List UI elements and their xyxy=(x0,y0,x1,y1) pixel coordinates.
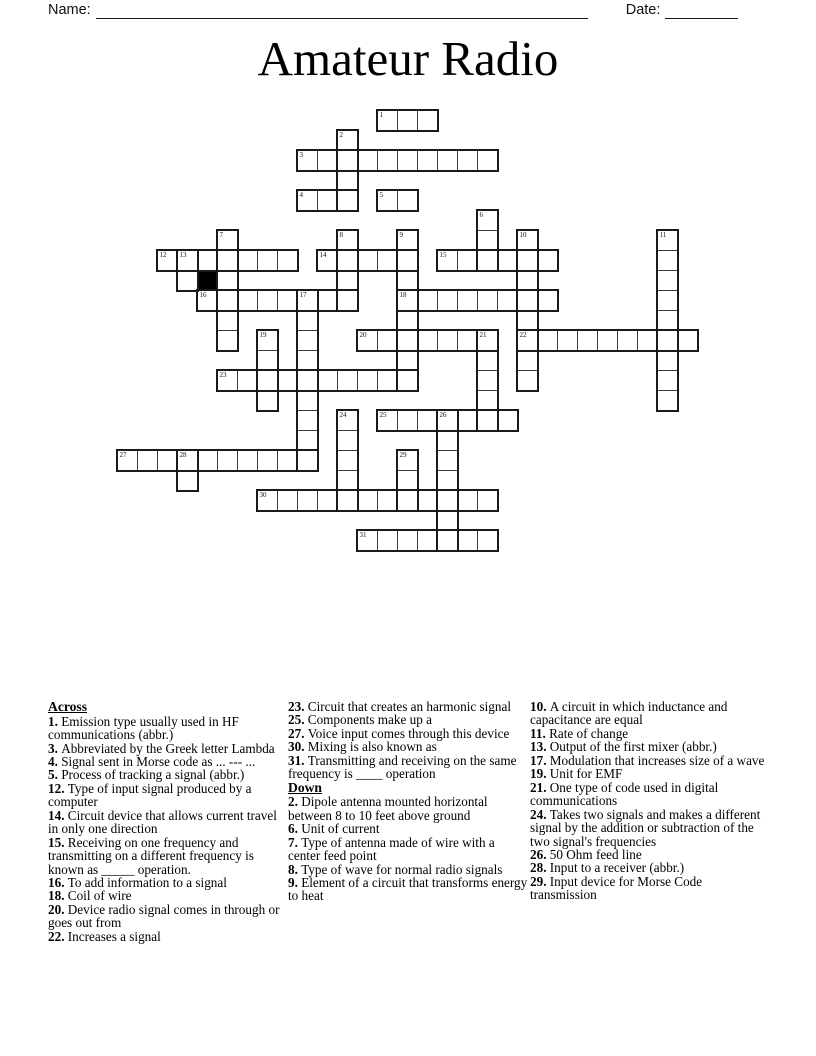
clue-number: 6. xyxy=(288,821,302,837)
grid-cell[interactable] xyxy=(457,410,478,431)
grid-cell[interactable] xyxy=(397,230,418,251)
clue-number: 11. xyxy=(530,725,550,741)
grid-cell[interactable] xyxy=(657,230,678,251)
grid-cell[interactable] xyxy=(337,470,358,491)
grid-cell[interactable] xyxy=(317,490,338,511)
grid-cell[interactable] xyxy=(337,370,358,391)
cell-number-10: 10 xyxy=(519,230,527,239)
grid-cell[interactable] xyxy=(477,370,498,391)
clue-number: 5. xyxy=(48,767,62,783)
grid-cell[interactable] xyxy=(657,390,678,411)
grid-cell[interactable] xyxy=(657,250,678,271)
grid-cell[interactable] xyxy=(297,330,318,351)
grid-cell[interactable] xyxy=(357,530,378,551)
clue-28: 28. Input to a receiver (abbr.) xyxy=(530,860,685,876)
grid-cell[interactable] xyxy=(477,390,498,411)
across-header: Across xyxy=(48,699,88,714)
cell-number-7: 7 xyxy=(219,230,223,239)
clue-number: 23. xyxy=(288,699,308,714)
cell-number-12: 12 xyxy=(159,250,167,259)
grid-cell[interactable] xyxy=(237,290,258,311)
clue-number: 21. xyxy=(530,779,550,795)
cell-number-21: 21 xyxy=(479,330,487,339)
clue-number: 9. xyxy=(288,875,302,891)
grid-cell[interactable] xyxy=(497,290,518,311)
clue-column-1 xyxy=(48,700,288,943)
grid-cell[interactable] xyxy=(657,330,678,351)
grid-cell[interactable] xyxy=(337,170,358,191)
grid-cell[interactable] xyxy=(237,450,258,471)
grid-cell[interactable] xyxy=(437,430,458,451)
grid-cell[interactable] xyxy=(397,490,418,511)
grid-cell[interactable] xyxy=(257,330,278,351)
grid-cell[interactable] xyxy=(297,430,318,451)
clue-24: 24. Takes two signals and makes a different signal by the addition or subtraction of the two signal's frequencies xyxy=(530,806,761,849)
grid-cell[interactable] xyxy=(437,530,458,551)
clue-number: 7. xyxy=(288,834,302,850)
clue-number: 28. xyxy=(530,860,550,876)
clue-number: 30. xyxy=(288,739,308,755)
clue-23: 23. Circuit that creates an harmonic signal xyxy=(288,699,512,714)
name-input-line[interactable] xyxy=(96,3,588,19)
clue-15: 15. Receiving on one frequency and transmitting on a different frequency is known as _____ operation. xyxy=(48,834,254,877)
grid-cell[interactable] xyxy=(557,330,578,351)
grid-cell[interactable] xyxy=(477,230,498,251)
cell-number-24: 24 xyxy=(339,410,347,419)
clue-number: 26. xyxy=(530,846,550,862)
name-date-header xyxy=(48,2,740,19)
grid-cell[interactable] xyxy=(317,370,338,391)
grid-cell[interactable] xyxy=(337,410,358,431)
clue-4: 4. Signal sent in Morse code as ... --- ... xyxy=(48,753,256,769)
cell-number-30: 30 xyxy=(259,490,267,499)
grid-cell[interactable] xyxy=(297,390,318,411)
grid-cell[interactable] xyxy=(337,450,358,471)
grid-cell[interactable] xyxy=(397,310,418,331)
grid-cell[interactable] xyxy=(537,290,558,311)
clues-section xyxy=(0,700,816,1000)
grid-cell[interactable] xyxy=(397,410,418,431)
clue-column-2 xyxy=(288,700,528,903)
cell-number-26: 26 xyxy=(439,410,447,419)
clue-number: 8. xyxy=(288,861,302,877)
grid-cell[interactable] xyxy=(537,330,558,351)
grid-cell[interactable] xyxy=(477,330,498,351)
grid-cell[interactable] xyxy=(297,450,318,471)
grid-cell[interactable] xyxy=(197,250,218,271)
grid-cell[interactable] xyxy=(237,370,258,391)
clue-number: 24. xyxy=(530,806,550,822)
cell-number-17: 17 xyxy=(299,290,307,299)
grid-cell[interactable] xyxy=(177,250,198,271)
grid-cell[interactable] xyxy=(397,270,418,291)
grid-cell[interactable] xyxy=(517,330,538,351)
grid-cell[interactable] xyxy=(437,470,458,491)
grid-cell[interactable] xyxy=(657,350,678,371)
grid-cell[interactable] xyxy=(297,410,318,431)
grid-cell[interactable] xyxy=(257,350,278,371)
grid-cell[interactable] xyxy=(437,330,458,351)
grid-cell[interactable] xyxy=(517,250,538,271)
grid-cell[interactable] xyxy=(377,530,398,551)
clue-number: 1. xyxy=(48,713,62,729)
grid-cell[interactable] xyxy=(257,490,278,511)
clue-25: 25. Components make up a xyxy=(288,712,432,728)
cell-number-3: 3 xyxy=(299,150,303,159)
grid-cell[interactable] xyxy=(317,250,338,271)
grid-cell[interactable] xyxy=(137,450,158,471)
grid-cell[interactable] xyxy=(497,410,518,431)
clue-number: 27. xyxy=(288,725,308,741)
grid-cell[interactable] xyxy=(297,490,318,511)
grid-cell[interactable] xyxy=(317,190,338,211)
grid-cell[interactable] xyxy=(277,450,298,471)
grid-cell[interactable] xyxy=(597,330,618,351)
grid-cell[interactable] xyxy=(517,350,538,371)
date-label: Date: xyxy=(625,2,661,18)
grid-cell[interactable] xyxy=(437,290,458,311)
clue-number: 29. xyxy=(530,873,550,889)
grid-cell[interactable] xyxy=(177,470,198,491)
cell-number-8: 8 xyxy=(339,230,343,239)
grid-cell[interactable] xyxy=(477,210,498,231)
clue-number: 19. xyxy=(530,766,550,782)
grid-cell[interactable] xyxy=(217,370,238,391)
puzzle-title: Amateur Radio xyxy=(257,31,559,86)
cell-number-11: 11 xyxy=(659,230,667,239)
clue-12: 12. Type of input signal produced by a computer xyxy=(48,780,252,810)
clue-13: 13. Output of the first mixer (abbr.) xyxy=(530,739,717,755)
grid-cell[interactable] xyxy=(537,250,558,271)
clue-5: 5. Process of tracking a signal (abbr.) xyxy=(48,767,245,783)
grid-cell[interactable] xyxy=(477,250,498,271)
grid-cell[interactable] xyxy=(437,510,458,531)
cell-number-2: 2 xyxy=(339,130,343,139)
date-input-line[interactable] xyxy=(665,3,738,19)
grid-cell[interactable] xyxy=(437,250,458,271)
black-cell xyxy=(197,270,218,291)
grid-cell[interactable] xyxy=(417,410,438,431)
clue-3: 3. Abbreviated by the Greek letter Lambda xyxy=(48,740,275,756)
grid-cell[interactable] xyxy=(217,450,238,471)
cell-number-5: 5 xyxy=(379,190,383,199)
grid-cell[interactable] xyxy=(377,190,398,211)
grid-cell[interactable] xyxy=(157,250,178,271)
grid-cell[interactable] xyxy=(337,490,358,511)
clue-column-3 xyxy=(530,700,770,902)
grid-cell[interactable] xyxy=(397,350,418,371)
clue-number: 14. xyxy=(48,807,68,823)
grid-cell[interactable] xyxy=(477,490,498,511)
grid-cell[interactable] xyxy=(457,530,478,551)
grid-cell[interactable] xyxy=(437,150,458,171)
grid-cell[interactable] xyxy=(217,330,238,351)
cell-number-6: 6 xyxy=(479,210,483,219)
grid-cell[interactable] xyxy=(277,250,298,271)
grid-cell[interactable] xyxy=(397,450,418,471)
clue-number: 10. xyxy=(530,699,550,714)
grid-cell[interactable] xyxy=(497,250,518,271)
grid-cell[interactable] xyxy=(657,310,678,331)
grid-cell[interactable] xyxy=(277,490,298,511)
grid-cell[interactable] xyxy=(177,270,198,291)
grid-cell[interactable] xyxy=(217,250,238,271)
grid-cell[interactable] xyxy=(257,390,278,411)
grid-cell[interactable] xyxy=(477,410,498,431)
grid-cell[interactable] xyxy=(377,250,398,271)
grid-cell[interactable] xyxy=(397,110,418,131)
grid-cell[interactable] xyxy=(657,370,678,391)
grid-cell[interactable] xyxy=(417,290,438,311)
grid-cell[interactable] xyxy=(477,350,498,371)
grid-cell[interactable] xyxy=(317,290,338,311)
clue-number: 2. xyxy=(288,794,302,810)
grid-cell[interactable] xyxy=(657,290,678,311)
clue-7: 7. Type of antenna made of wire with a center feed point xyxy=(288,834,495,864)
cell-number-13: 13 xyxy=(179,250,187,259)
grid-cell[interactable] xyxy=(337,270,358,291)
grid-cell[interactable] xyxy=(417,330,438,351)
cell-number-1: 1 xyxy=(379,110,383,119)
cell-number-9: 9 xyxy=(399,230,403,239)
grid-cell[interactable] xyxy=(397,190,418,211)
grid-cell[interactable] xyxy=(297,150,318,171)
grid-cell[interactable] xyxy=(437,410,458,431)
clue-number: 18. xyxy=(48,888,68,904)
clue-27: 27. Voice input comes through this device xyxy=(288,725,510,741)
cell-number-29: 29 xyxy=(399,450,407,459)
cell-number-4: 4 xyxy=(299,190,303,199)
grid-cell[interactable] xyxy=(157,450,178,471)
grid-cell[interactable] xyxy=(517,230,538,251)
clue-number: 22. xyxy=(48,928,68,944)
cell-number-20: 20 xyxy=(359,330,367,339)
clue-6: 6. Unit of current xyxy=(288,821,380,837)
grid-cell[interactable] xyxy=(397,370,418,391)
grid-cell[interactable] xyxy=(437,450,458,471)
grid-cell[interactable] xyxy=(197,290,218,311)
grid-cell[interactable] xyxy=(217,270,238,291)
grid-cell[interactable] xyxy=(117,450,138,471)
clue-9: 9. Element of a circuit that transforms energy to heat xyxy=(288,875,528,904)
grid-cell[interactable] xyxy=(457,290,478,311)
cell-number-27: 27 xyxy=(119,450,127,459)
grid-cell[interactable] xyxy=(177,450,198,471)
name-label: Name: xyxy=(48,2,91,18)
grid-cell[interactable] xyxy=(657,270,678,291)
grid-cell[interactable] xyxy=(337,230,358,251)
grid-cell[interactable] xyxy=(377,330,398,351)
grid-cell[interactable] xyxy=(357,490,378,511)
grid-cell[interactable] xyxy=(477,290,498,311)
grid-cell[interactable] xyxy=(337,430,358,451)
grid-cell[interactable] xyxy=(377,110,398,131)
grid-cell[interactable] xyxy=(377,490,398,511)
clue-number: 31. xyxy=(288,752,308,768)
clue-number: 4. xyxy=(48,753,62,769)
grid-cell[interactable] xyxy=(277,290,298,311)
cell-number-31: 31 xyxy=(359,530,367,539)
grid-cell[interactable] xyxy=(277,370,298,391)
grid-cell[interactable] xyxy=(297,350,318,371)
clue-31: 31. Transmitting and receiving on the same frequency is ____ operation xyxy=(288,752,517,782)
grid-cell[interactable] xyxy=(477,150,498,171)
grid-cell[interactable] xyxy=(417,490,438,511)
cell-number-15: 15 xyxy=(439,250,447,259)
grid-cell[interactable] xyxy=(617,330,638,351)
grid-cell[interactable] xyxy=(257,370,278,391)
grid-cell[interactable] xyxy=(337,250,358,271)
grid-cell[interactable] xyxy=(297,370,318,391)
clue-17: 17. Modulation that increases size of a wave xyxy=(530,752,765,768)
cell-number-23: 23 xyxy=(219,370,227,379)
down-header: Down xyxy=(288,779,322,795)
grid-cell[interactable] xyxy=(397,470,418,491)
grid-cell[interactable] xyxy=(517,270,538,291)
clue-1: 1. Emission type usually used in HF communications (abbr.) xyxy=(48,713,239,743)
grid-cell[interactable] xyxy=(257,290,278,311)
grid-cell[interactable] xyxy=(457,250,478,271)
grid-cell[interactable] xyxy=(297,190,318,211)
grid-cell[interactable] xyxy=(357,250,378,271)
clue-8: 8. Type of wave for normal radio signals xyxy=(288,861,503,877)
grid-cell[interactable] xyxy=(337,190,358,211)
clue-number: 3. xyxy=(48,740,62,756)
clue-number: 20. xyxy=(48,901,68,917)
clue-number: 25. xyxy=(288,712,308,728)
grid-cell[interactable] xyxy=(257,250,278,271)
grid-cell[interactable] xyxy=(457,330,478,351)
grid-cell[interactable] xyxy=(217,310,238,331)
grid-cell[interactable] xyxy=(337,130,358,151)
clue-20: 20. Device radio signal comes in through or goes out from xyxy=(48,901,280,931)
clue-16: 16. To add information to a signal xyxy=(48,875,227,891)
clue-number: 17. xyxy=(530,752,550,768)
crossword-grid xyxy=(117,110,699,552)
cell-number-18: 18 xyxy=(399,290,407,299)
clue-number: 16. xyxy=(48,875,68,891)
cell-number-22: 22 xyxy=(519,330,527,339)
grid-cell[interactable] xyxy=(197,450,218,471)
grid-cell[interactable] xyxy=(217,290,238,311)
grid-cell[interactable] xyxy=(337,290,358,311)
clue-21: 21. One type of code used in digital communications xyxy=(530,779,719,809)
grid-cell[interactable] xyxy=(397,530,418,551)
grid-cell[interactable] xyxy=(357,150,378,171)
grid-cell[interactable] xyxy=(417,530,438,551)
clue-26: 26. 50 Ohm feed line xyxy=(530,846,642,862)
grid-cell[interactable] xyxy=(677,330,698,351)
clue-22: 22. Increases a signal xyxy=(48,928,161,944)
grid-cell[interactable] xyxy=(397,290,418,311)
grid-cell[interactable] xyxy=(477,530,498,551)
grid-cell[interactable] xyxy=(237,250,258,271)
clue-14: 14. Circuit device that allows current travel in only one direction xyxy=(48,807,277,837)
grid-cell[interactable] xyxy=(317,150,338,171)
cell-number-28: 28 xyxy=(179,450,187,459)
grid-cell[interactable] xyxy=(217,230,238,251)
clue-number: 15. xyxy=(48,834,68,850)
grid-cell[interactable] xyxy=(457,150,478,171)
grid-cell[interactable] xyxy=(517,310,538,331)
grid-cell[interactable] xyxy=(397,330,418,351)
clue-2: 2. Dipole antenna mounted horizontal between 8 to 10 feet above ground xyxy=(288,794,488,823)
grid-cell[interactable] xyxy=(297,310,318,331)
clue-number: 12. xyxy=(48,780,68,796)
clue-18: 18. Coil of wire xyxy=(48,888,132,904)
grid-cell[interactable] xyxy=(517,290,538,311)
grid-cell[interactable] xyxy=(397,250,418,271)
grid-cell[interactable] xyxy=(377,410,398,431)
clue-10: 10. A circuit in which inductance and capacitance are equal xyxy=(530,699,728,728)
cell-number-25: 25 xyxy=(379,410,387,419)
clue-number: 13. xyxy=(530,739,550,755)
clue-11: 11. Rate of change xyxy=(530,725,629,741)
clue-29: 29. Input device for Morse Code transmission xyxy=(530,873,703,903)
grid-cell[interactable] xyxy=(437,490,458,511)
grid-cell[interactable] xyxy=(417,150,438,171)
cell-number-14: 14 xyxy=(319,250,327,259)
grid-cell[interactable] xyxy=(337,150,358,171)
grid-cell[interactable] xyxy=(637,330,658,351)
grid-cell[interactable] xyxy=(397,150,418,171)
grid-cell[interactable] xyxy=(517,370,538,391)
cell-number-19: 19 xyxy=(259,330,267,339)
grid-cell[interactable] xyxy=(357,330,378,351)
grid-cell[interactable] xyxy=(357,370,378,391)
grid-cell[interactable] xyxy=(377,150,398,171)
grid-cell[interactable] xyxy=(457,490,478,511)
clue-30: 30. Mixing is also known as xyxy=(288,739,437,755)
cell-number-16: 16 xyxy=(199,290,207,299)
grid-cell[interactable] xyxy=(257,450,278,471)
grid-cell[interactable] xyxy=(417,110,438,131)
grid-cell[interactable] xyxy=(577,330,598,351)
clue-19: 19. Unit for EMF xyxy=(530,766,623,782)
grid-cell[interactable] xyxy=(377,370,398,391)
grid-cell[interactable] xyxy=(297,290,318,311)
